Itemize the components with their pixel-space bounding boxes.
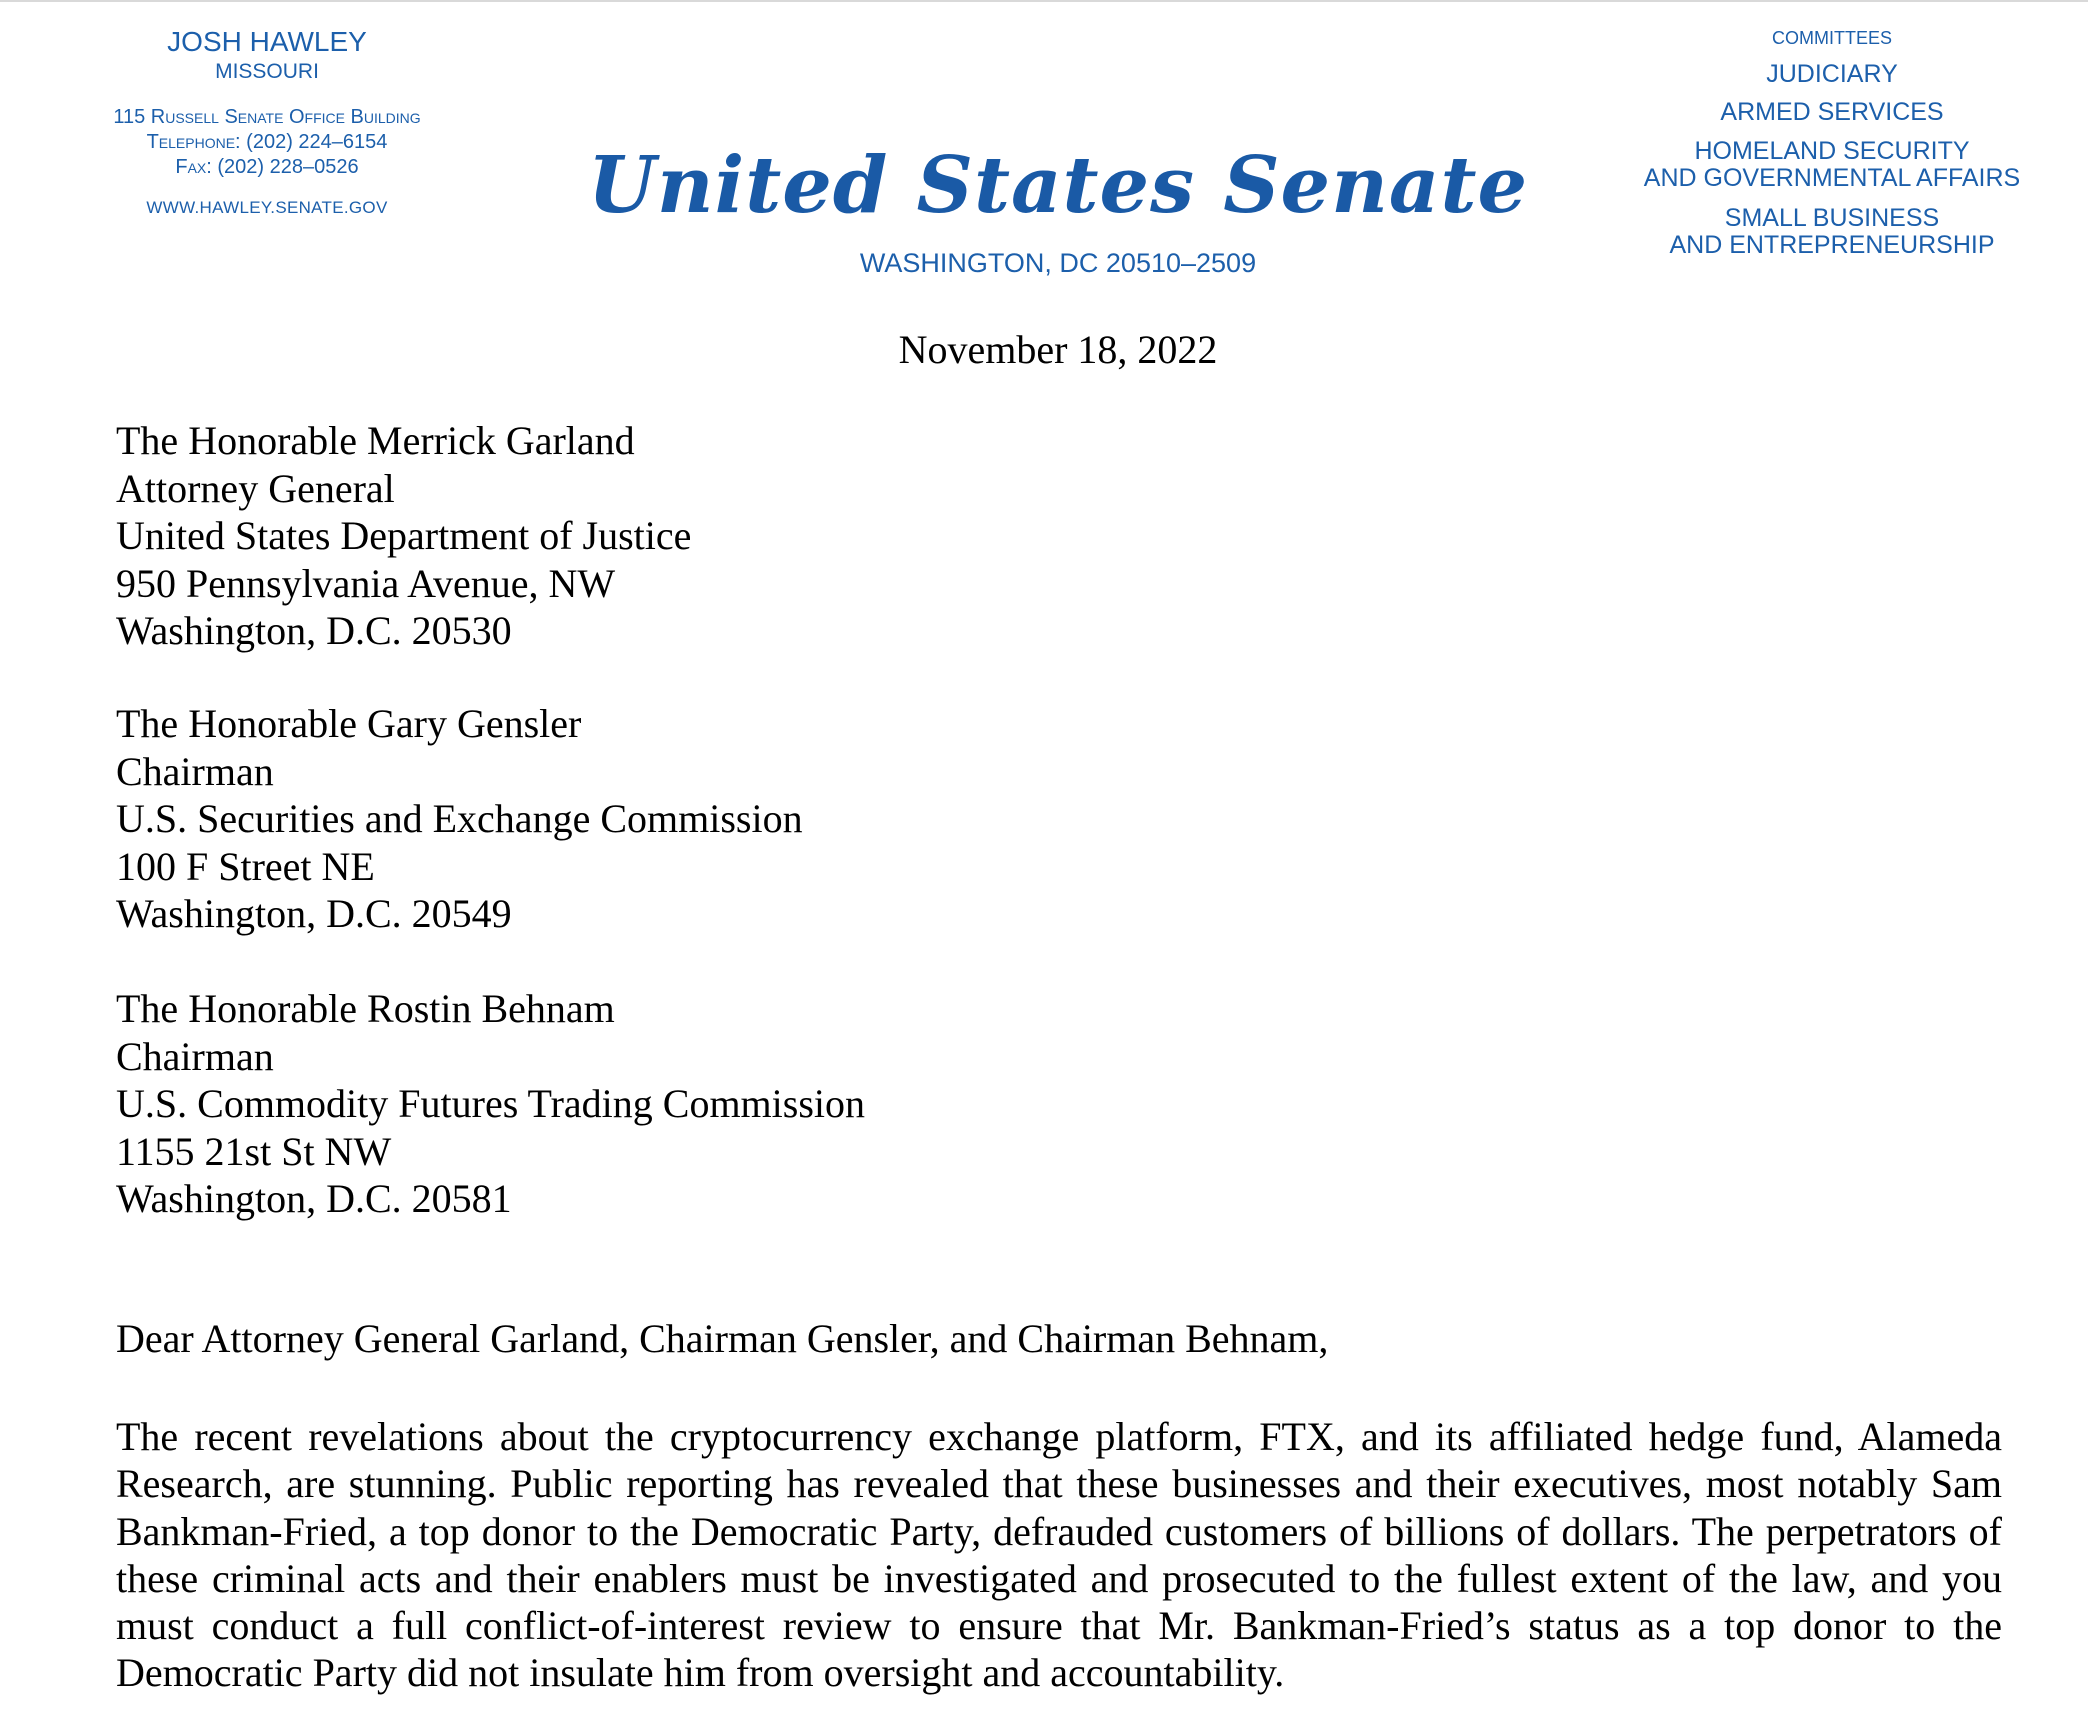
committee-judiciary: JUDICIARY: [1766, 60, 1898, 88]
committee-line: SMALL BUSINESS: [1724, 204, 1940, 232]
committees-heading: COMMITTEES: [1772, 28, 1892, 48]
recipient-line: Washington, D.C. 20581: [116, 1176, 512, 1221]
recipient-line: The Honorable Rostin Behnam: [116, 986, 615, 1031]
senator-name: JOSH HAWLEY: [167, 26, 367, 57]
recipient-block-behnam: [116, 985, 865, 1223]
recipient-line: Chairman: [116, 1033, 274, 1079]
telephone: Telephone: (202) 224–6154: [146, 131, 388, 153]
committee-small-business: [1669, 205, 1994, 259]
recipient-block-gensler: [116, 700, 803, 938]
recipient-line: 950 Pennsylvania Avenue, NW: [116, 560, 616, 606]
senate-title: United States Senate: [587, 140, 1529, 231]
committee-line: AND ENTREPRENEURSHIP: [1669, 231, 1995, 259]
recipient-line: The Honorable Merrick Garland: [116, 418, 635, 463]
website-link[interactable]: WWW.HAWLEY.SENATE.GOV: [146, 198, 388, 217]
senator-state: MISSOURI: [215, 60, 319, 83]
office-address: 115 Russell Senate Office Building: [113, 106, 421, 128]
committee-line: HOMELAND SECURITY: [1694, 137, 1970, 165]
recipient-line: 100 F Street NE: [116, 843, 375, 889]
committee-line: AND GOVERNMENTAL AFFAIRS: [1643, 164, 2021, 192]
fax: Fax: (202) 228–0526: [175, 156, 359, 178]
committee-homeland-security: [1644, 138, 2020, 192]
recipient-line: United States Department of Justice: [116, 513, 692, 558]
recipient-line: The Honorable Gary Gensler: [116, 701, 582, 746]
page-top-border: [0, 0, 2088, 2]
recipient-block-garland: [116, 417, 691, 655]
body-paragraph: The recent revelations about the cryptocurrency exchange platform, FTX, and its affiliated hedge fund, Alameda Research, are stunning. Public reporting has revealed that these businesses and their executives, most notably Sam Bankman-Fried, a top donor to the Democratic Party, defrauded customers of billions of dollars. The perpetrators of these criminal acts and their enablers must be investigated and prosecuted to the fullest extent of the law, and you must conduct a full conflict-of-interest review to ensure that Mr. Bankman-Fried’s status as a top donor to the Democratic Party did not insulate him from oversight and accountability.: [116, 1414, 2002, 1696]
recipient-line: Chairman: [116, 748, 274, 794]
recipient-line: U.S. Securities and Exchange Commission: [116, 796, 803, 841]
recipient-line: Washington, D.C. 20549: [116, 891, 512, 936]
recipient-line: U.S. Commodity Futures Trading Commission: [116, 1081, 866, 1126]
recipient-line: 1155 21st St NW: [116, 1128, 392, 1174]
committee-armed-services: ARMED SERVICES: [1720, 98, 1944, 126]
letter-date: November 18, 2022: [898, 327, 1218, 372]
recipient-line: Washington, D.C. 20530: [116, 608, 512, 653]
recipient-line: Attorney General: [116, 465, 395, 511]
salutation: Dear Attorney General Garland, Chairman Gensler, and Chairman Behnam,: [116, 1316, 1329, 1361]
senate-city-line: WASHINGTON, DC 20510–2509: [859, 248, 1257, 278]
